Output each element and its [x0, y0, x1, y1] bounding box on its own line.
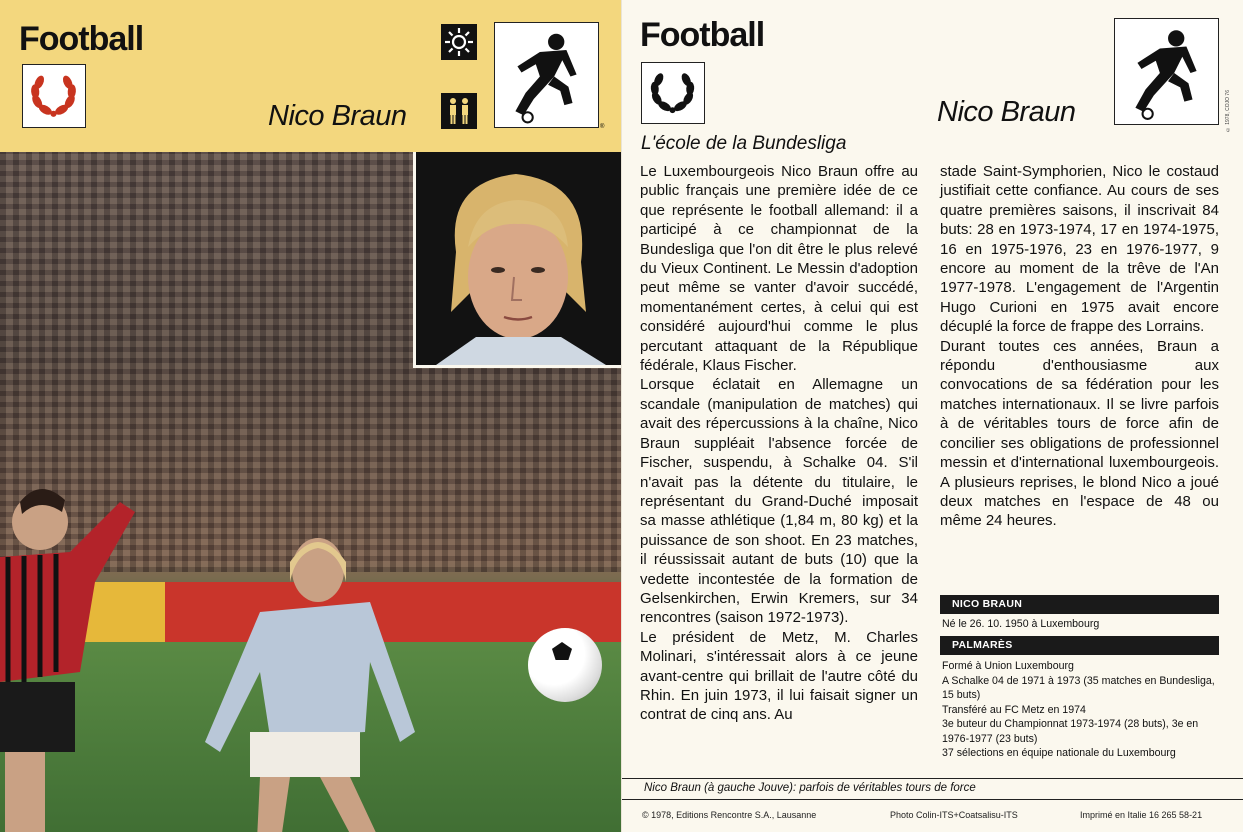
- laurel-wreath-icon: [22, 64, 86, 128]
- palmares-header: PALMARÈS: [940, 636, 1219, 655]
- opponent-player-figure: [0, 472, 200, 832]
- article-subtitle: L'école de la Bundesliga: [641, 133, 847, 154]
- portrait-inset: [413, 152, 621, 368]
- back-player-name: Nico Braun: [937, 96, 1076, 128]
- team-pictogram-icon: [441, 93, 477, 129]
- nico-braun-figure: [200, 522, 420, 832]
- card-back: [622, 0, 1243, 832]
- footballer-pictogram-icon: [494, 22, 599, 128]
- list-item: Formé à Union Luxembourg: [942, 660, 1074, 672]
- side-copyright: © 1978, COJO 76: [1225, 90, 1231, 133]
- card-front: [0, 0, 621, 832]
- list-item: 37 sélections en équipe nationale du Luxembourg: [942, 747, 1176, 759]
- bio-line: Né le 26. 10. 1950 à Luxembourg: [942, 618, 1100, 630]
- paragraph: Le Luxembourgeois Nico Braun offre au public français une première idée de ce que représente le football allemand: il a participé à ce championnat de la Bundesliga que l'on dit être le plus relevé du Vieux Continent. Le Messin d'adoption peut même se vanter d'avoir succédé, momentanément certes, à celui qui est considéré aujourd'hui comme le plus percutant attaquant de la République fédérale, Klaus Fischer.: [640, 163, 918, 375]
- footballer-pictogram-icon: [1114, 18, 1219, 125]
- registered-mark: ®: [600, 124, 605, 130]
- palmares-list: [942, 659, 1220, 761]
- footer-copyright: © 1978, Editions Rencontre S.A., Lausanne: [642, 810, 817, 820]
- paragraph: stade Saint-Symphorien, Nico le costaud justifiait cette confiance. Au cours de ses quatre premières saisons, il inscrivait 84 buts: 28 en 1973-1974, 17 en 1974-1975, 16 en 1975-1976, 23 en 1976-1977, 9 encore au moment de la trêve de l'An 1977-1978. L'engagement de l'Argentin Hugo Curioni en 1975 avait encore décuplé la force de frappe des Lorrains.: [940, 163, 1219, 336]
- back-sport-title: Football: [640, 16, 765, 54]
- paragraph: Durant toutes ces années, Braun a répondu d'enthousiasme aux convocations de sa fédération pour les matches internationaux. Il se livre parfois à de véritables tours de force afin de concilier ses obligations de professionnel messin et d'international luxembourgeois. A plusieurs reprises, le blond Nico a joué deux matches en l'espace de 48 ou même 24 heures.: [940, 337, 1219, 530]
- photo-caption: Nico Braun (à gauche Jouve): parfois de véritables tours de force: [622, 778, 1243, 800]
- laurel-wreath-icon: [641, 62, 705, 124]
- bio-header: NICO BRAUN: [940, 595, 1219, 614]
- article-column-1: [640, 162, 918, 725]
- front-sport-title: Football: [19, 20, 144, 58]
- footer-photo-credit: Photo Colin-ITS+Coatsalisu-ITS: [890, 810, 1018, 820]
- sun-pictogram-icon: [441, 24, 477, 60]
- paragraph: Le président de Metz, M. Charles Molinari, s'intéressait alors à ce jeune avant-centre qui brillait de l'autre côté du Rhin. En juin 1973, il lui faisait signer un contrat de cinq ans. Au: [640, 628, 918, 724]
- list-item: Transféré au FC Metz en 1974: [942, 703, 1086, 716]
- footer-print-info: Imprimé en Italie 16 265 58-21: [1080, 810, 1203, 820]
- list-item: A Schalke 04 de 1971 à 1973 (35 matches en Bundesliga, 15 buts): [942, 674, 1215, 701]
- paragraph: Lorsque éclatait en Allemagne un scandale (manipulation de matches) qui avait des répercussions à la chaîne, Nico Braun suppléait l'absence forcée de Fischer, suspendu, à Schalke 04. S'il n'avait pas la détente du titulaire, le représentant du Grand-Duché imposait sa masse athlétique (1,84 m, 80 kg) et la puissance de son shoot. En 23 matches, il réussissait autant de buts (10) que la vedette incontestée de la formation de Gelsenkirchen, Erwin Kremers, sur 34 rencontres (saison 1972-1973).: [640, 376, 918, 627]
- list-item: 3e buteur du Championnat 1973-1974 (28 buts), 3e en 1976-1977 (23 buts): [942, 718, 1199, 745]
- article-column-2: [940, 162, 1219, 531]
- football-ball: [528, 628, 602, 702]
- front-player-name: Nico Braun: [268, 100, 407, 132]
